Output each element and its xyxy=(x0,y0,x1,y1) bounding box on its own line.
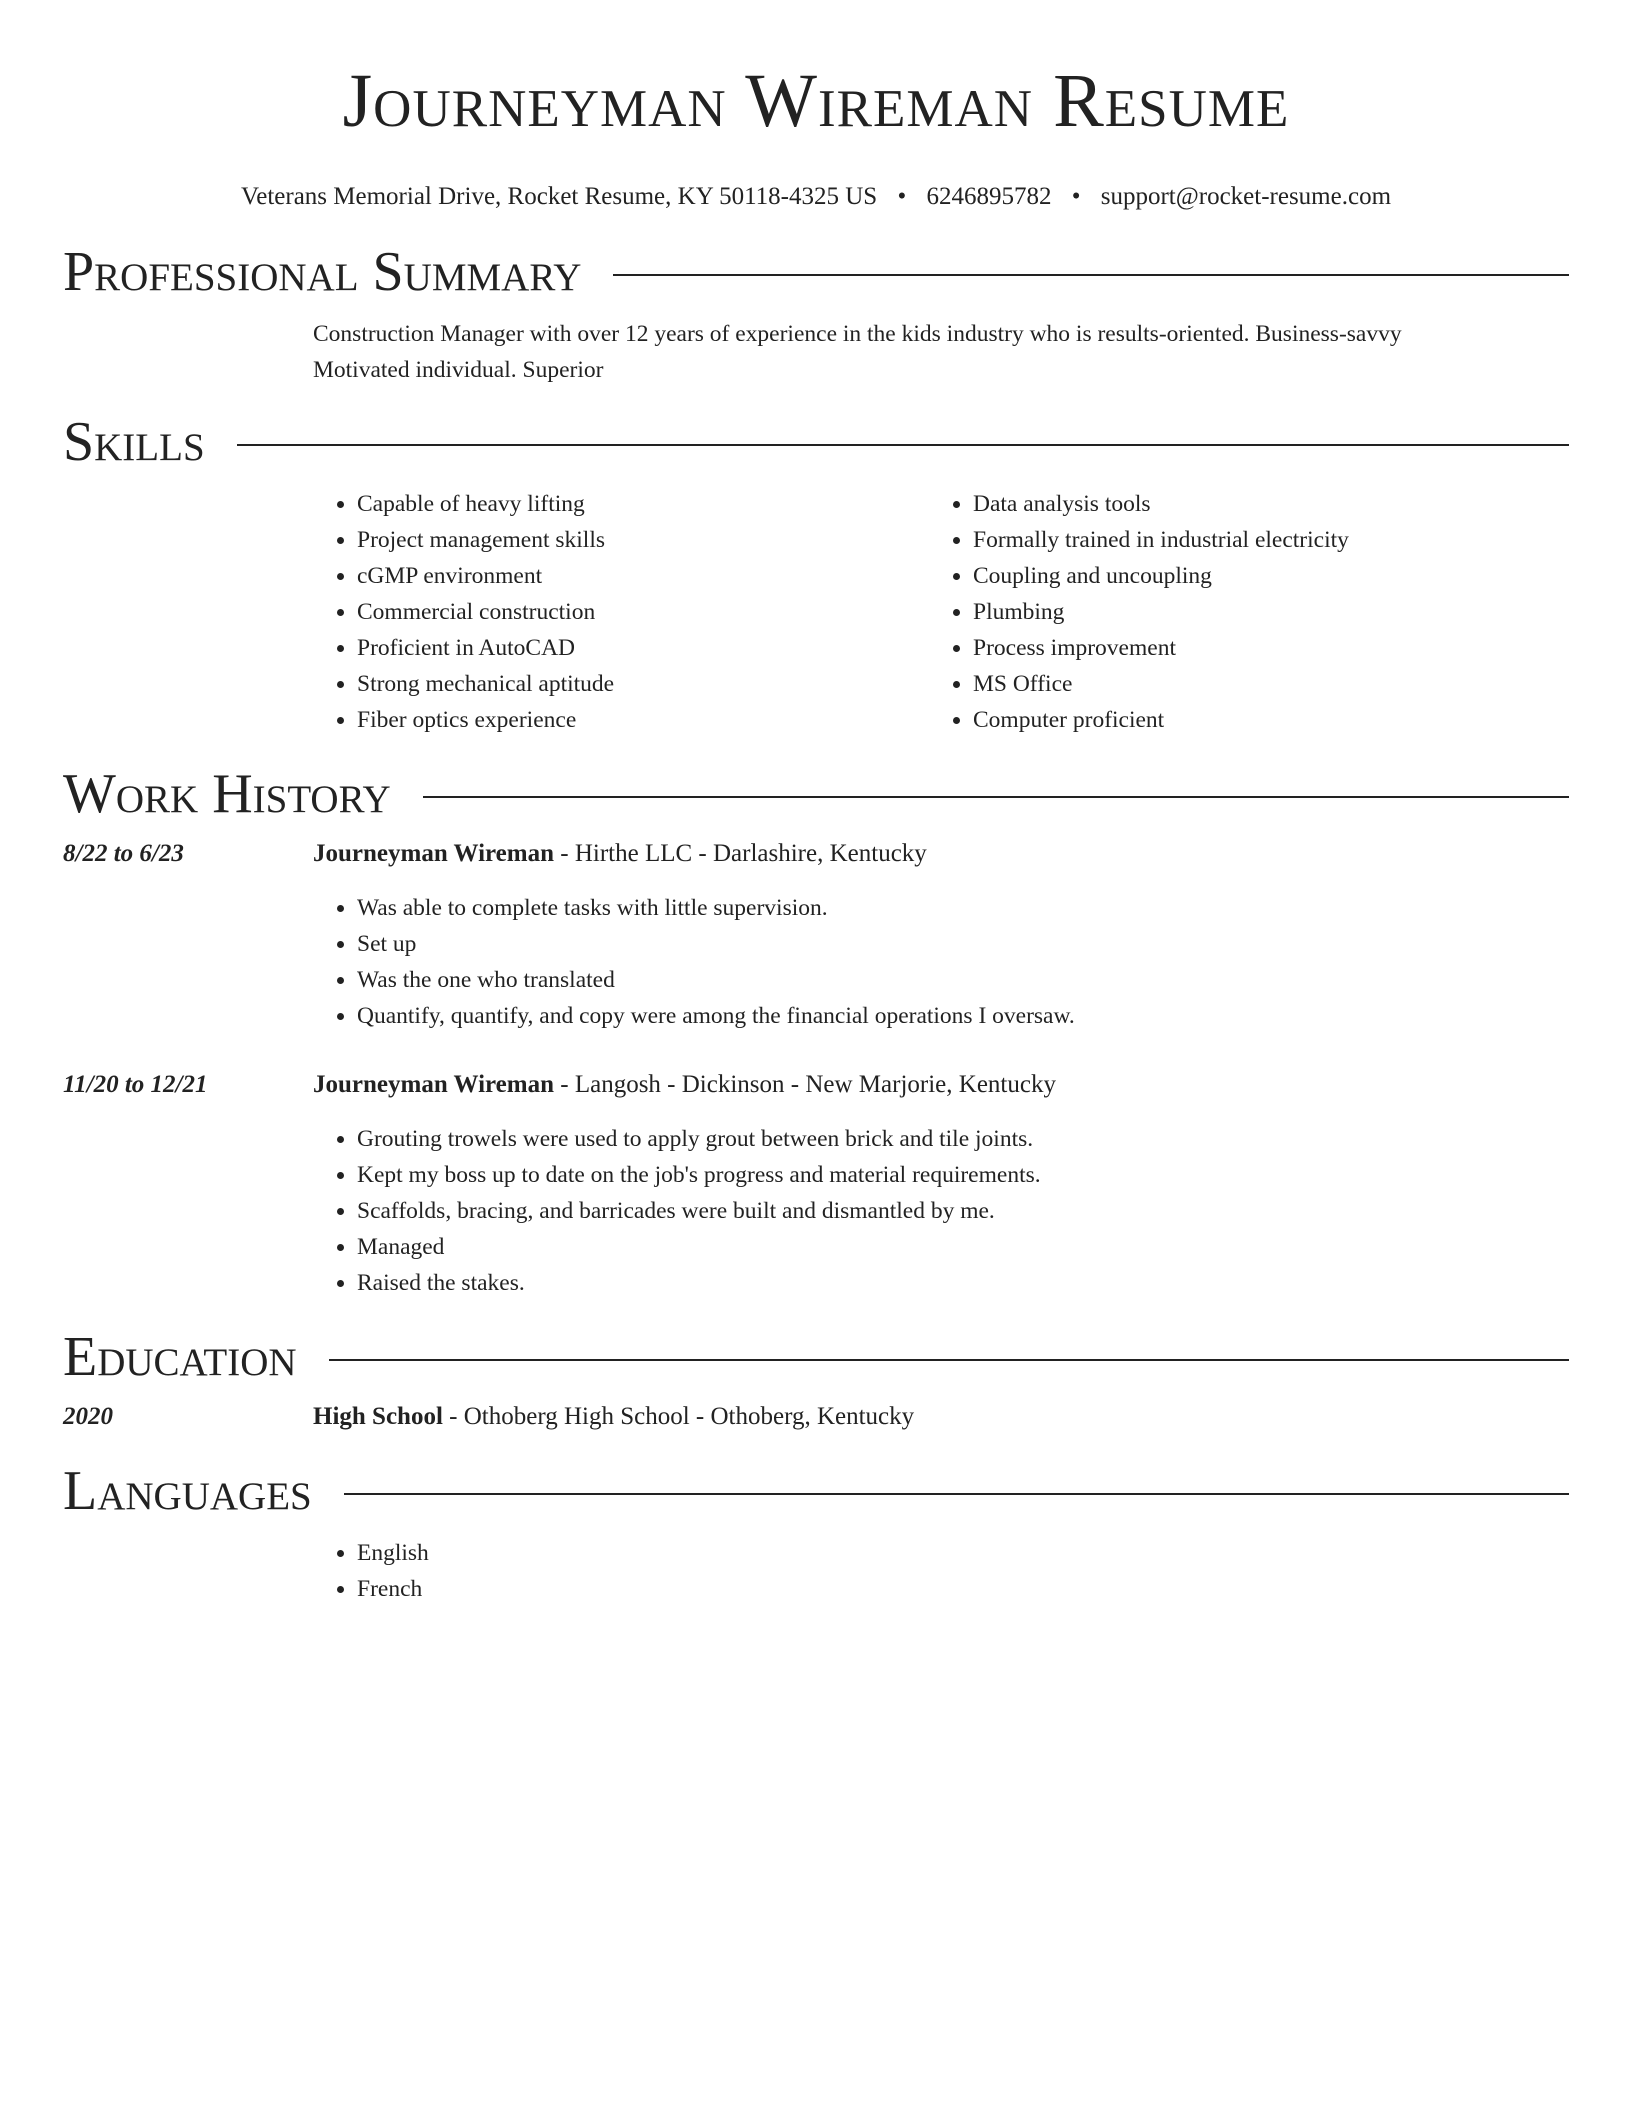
contact-line xyxy=(63,184,1569,209)
job-bullets xyxy=(313,890,1569,1034)
contact-separator: • xyxy=(1071,183,1081,210)
contact-separator: • xyxy=(897,183,907,210)
job-entry xyxy=(63,836,1569,1034)
job-bullet: • Was able to complete tasks with little supervision. xyxy=(357,890,1569,926)
job-title: Journeyman Wireman xyxy=(313,840,554,867)
job-bullets xyxy=(313,1121,1569,1301)
job-heading xyxy=(313,1067,1056,1103)
skills-grid xyxy=(313,486,1569,738)
resume-title: Journeyman Wireman Resume xyxy=(342,59,1290,143)
skill-item: • Commercial construction xyxy=(357,594,929,630)
language-item: • English xyxy=(357,1535,1569,1571)
job-bullet: • Scaffolds, bracing, and barricades were built and dismantled by me. xyxy=(357,1193,1569,1229)
skills-list-right xyxy=(929,486,1545,738)
job-details: - Langosh - Dickinson - New Marjorie, Kentucky xyxy=(554,1071,1056,1098)
skill-item: • Process improvement xyxy=(973,630,1545,666)
job-date: 11/20 to 12/21 xyxy=(63,1071,208,1098)
section-title-skills: Skills xyxy=(63,411,205,473)
job-header xyxy=(63,836,1569,872)
section-header xyxy=(63,242,1569,302)
summary-section xyxy=(63,242,1569,388)
job-bullet-list xyxy=(313,1121,1569,1301)
job-header xyxy=(63,1067,1569,1103)
education-heading xyxy=(313,1399,914,1435)
language-item: • French xyxy=(357,1571,1569,1607)
skill-item: • Computer proficient xyxy=(973,702,1545,738)
job-bullet: • Set up xyxy=(357,926,1569,962)
section-divider xyxy=(423,796,1569,798)
summary-line: Construction Manager with over 12 years of experience in the kids industry who is results-oriented. Business-savvy xyxy=(313,321,1402,347)
job-bullet-list xyxy=(313,890,1569,1034)
summary-line: Motivated individual. Superior xyxy=(313,357,604,383)
contact-address: Veterans Memorial Drive, Rocket Resume, KY 50118-4325 US xyxy=(240,183,878,210)
skill-item: • Formally trained in industrial electricity xyxy=(973,522,1545,558)
skill-item: • MS Office xyxy=(973,666,1545,702)
skill-item: • Data analysis tools xyxy=(973,486,1545,522)
skill-item: • Capable of heavy lifting xyxy=(357,486,929,522)
section-title-work: Work History xyxy=(63,763,391,825)
skills-section xyxy=(63,412,1569,738)
job-title: Journeyman Wireman xyxy=(313,1071,554,1098)
job-bullet: • Was the one who translated xyxy=(357,962,1569,998)
job-bullet: • Quantify, quantify, and copy were among the financial operations I oversaw. xyxy=(357,998,1569,1034)
education-entry xyxy=(63,1399,1569,1435)
education-details: - Othoberg High School - Othoberg, Kentucky xyxy=(442,1403,915,1430)
job-bullet: • Raised the stakes. xyxy=(357,1265,1569,1301)
education-date: 2020 xyxy=(63,1403,113,1430)
skill-item: • Proficient in AutoCAD xyxy=(357,630,929,666)
job-entry xyxy=(63,1067,1569,1301)
skills-list-left xyxy=(313,486,929,738)
job-heading xyxy=(313,836,927,872)
job-details: - Hirthe LLC - Darlashire, Kentucky xyxy=(554,840,927,867)
job-bullet: • Managed xyxy=(357,1229,1569,1265)
language-bullet-list xyxy=(313,1535,1569,1607)
languages-section xyxy=(63,1461,1569,1607)
work-history-section xyxy=(63,764,1569,1301)
job-bullet: • Grouting trowels were used to apply grout between brick and tile joints. xyxy=(357,1121,1569,1157)
section-divider xyxy=(613,274,1569,276)
job-bullet: • Kept my boss up to date on the job's progress and material requirements. xyxy=(357,1157,1569,1193)
skill-item: • Strong mechanical aptitude xyxy=(357,666,929,702)
section-header xyxy=(63,412,1569,472)
section-divider xyxy=(344,1493,1569,1495)
section-title-education: Education xyxy=(63,1326,297,1388)
section-title-summary: Professional Summary xyxy=(63,241,582,303)
section-header xyxy=(63,1327,1569,1387)
contact-phone: 6246895782 xyxy=(926,183,1052,210)
section-header xyxy=(63,764,1569,824)
education-section xyxy=(63,1327,1569,1435)
education-degree: High School xyxy=(313,1403,443,1430)
skill-item: • cGMP environment xyxy=(357,558,929,594)
section-divider xyxy=(329,1359,1569,1361)
section-title-languages: Languages xyxy=(63,1460,312,1522)
skill-item: • Coupling and uncoupling xyxy=(973,558,1545,594)
skill-item: • Project management skills xyxy=(357,522,929,558)
skill-item: • Plumbing xyxy=(973,594,1545,630)
skill-item: • Fiber optics experience xyxy=(357,702,929,738)
contact-email: support@rocket-resume.com xyxy=(1100,183,1392,210)
section-header xyxy=(63,1461,1569,1521)
section-divider xyxy=(237,444,1569,446)
languages-list xyxy=(313,1535,1569,1607)
summary-text xyxy=(313,316,1569,388)
job-date: 8/22 to 6/23 xyxy=(63,840,184,867)
